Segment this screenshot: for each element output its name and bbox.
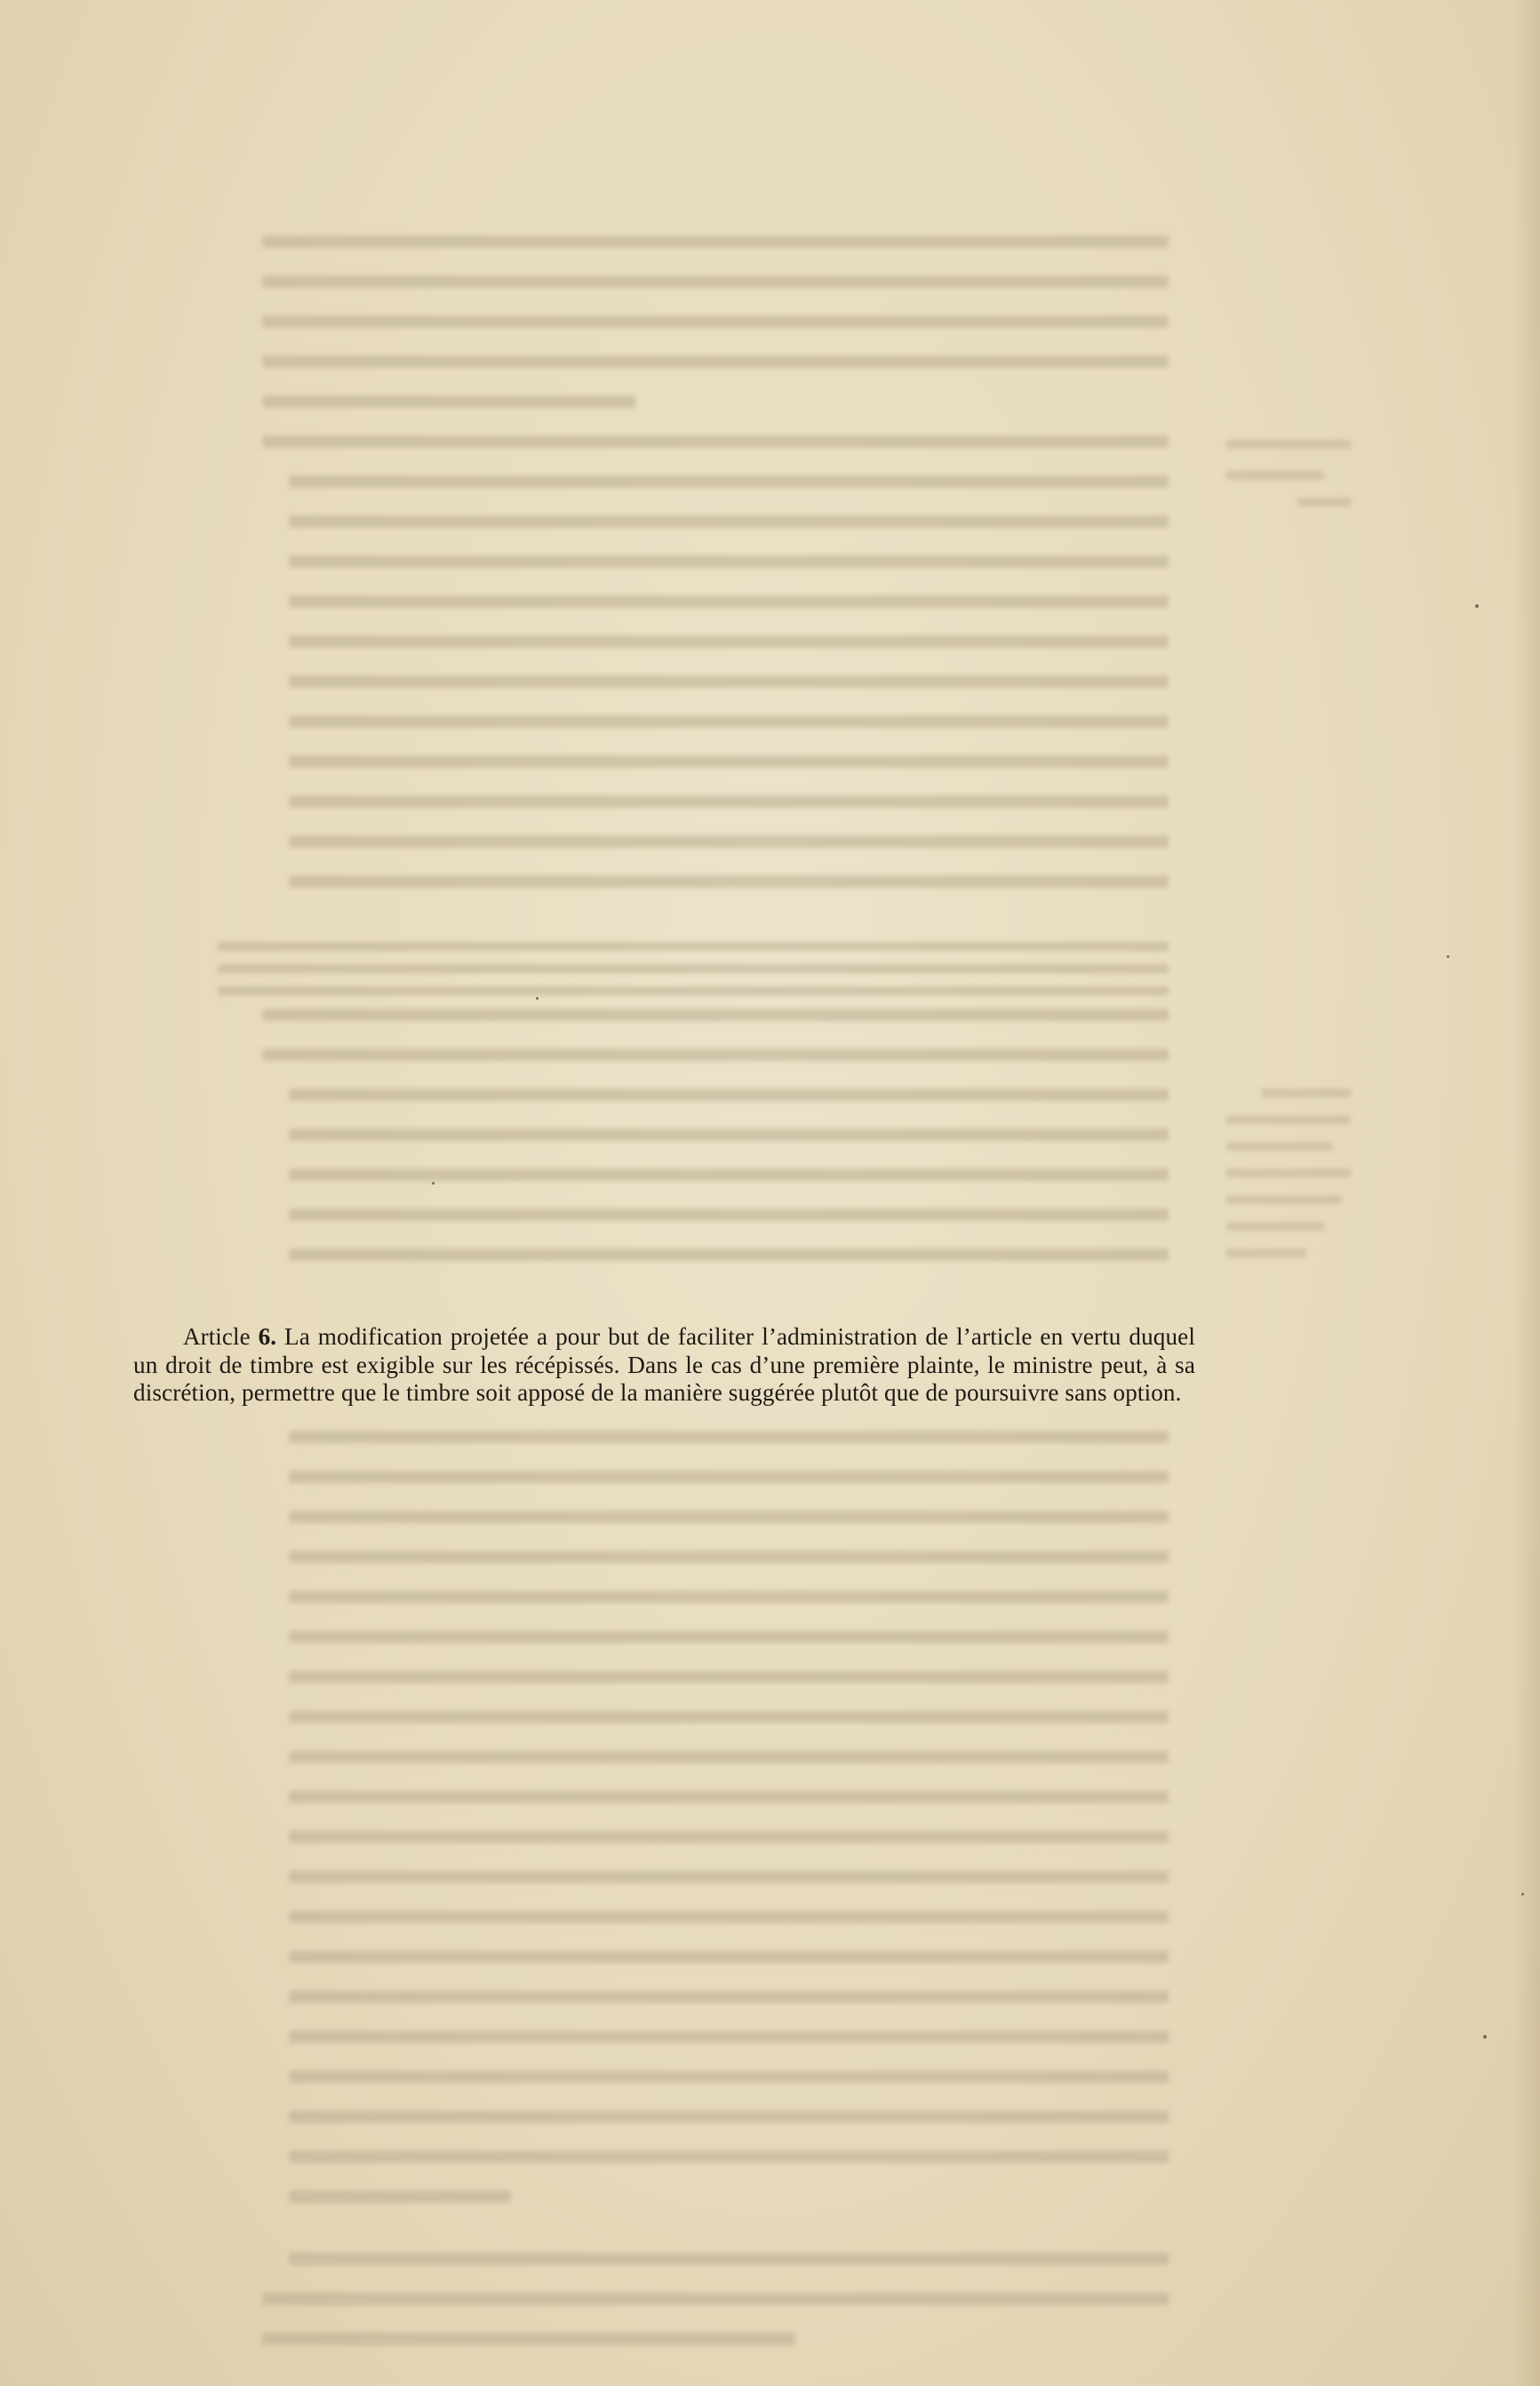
explanatory-note xyxy=(133,1323,1195,1408)
note-text: La modification projetée a pour but de faciliter l’administration de l’article en vertu duquel un droit de timbre est exigible sur les récépissés. Dans le cas d’une première plainte, le ministre peut, à sa discrétion, permettre que le timbre soit apposé de la manière suggérée plutôt que de poursuivre sans option. xyxy=(133,1323,1195,1407)
page-edge-shadow xyxy=(1513,0,1540,2386)
note-article-label: Article xyxy=(183,1323,251,1351)
note-article-number: 6. xyxy=(258,1323,277,1351)
show-through-text xyxy=(120,213,1195,2257)
